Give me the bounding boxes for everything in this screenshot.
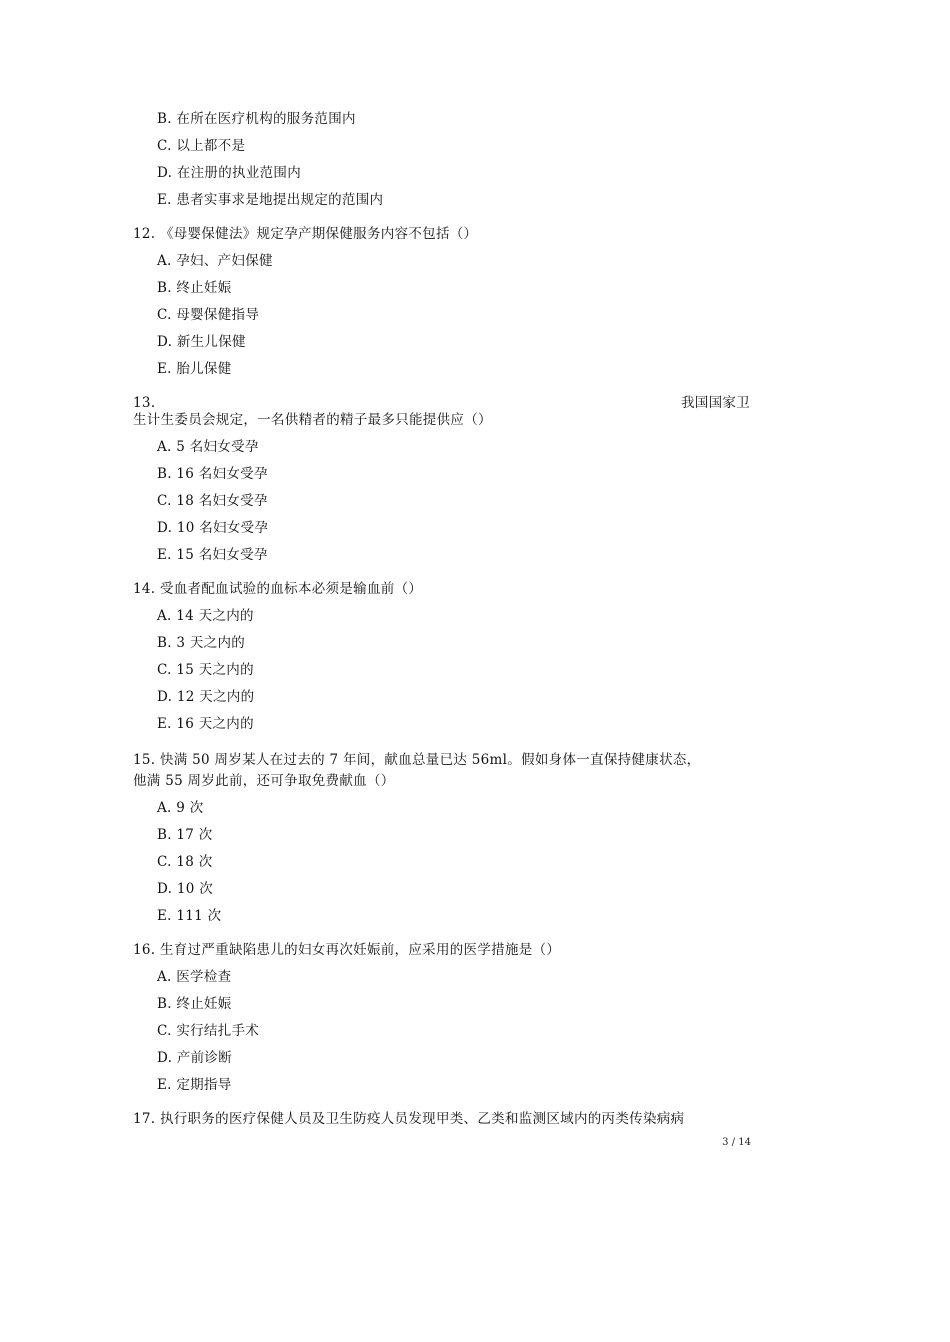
q12-stem: 12. 《母婴保健法》规定孕产期保健服务内容不包括（） [133, 226, 478, 242]
q11-option-c: C. 以上都不是 [157, 138, 246, 154]
q15-option-a: A. 9 次 [157, 800, 204, 816]
q17-stem: 17. 执行职务的医疗保健人员及卫生防疫人员发现甲类、乙类和监测区域内的丙类传染病病 [133, 1111, 685, 1127]
q15-stem-line1: 15. 快满 50 周岁某人在过去的 7 年间，献血总量已达 56ml。假如身体一直保持健康状态， [133, 752, 701, 768]
q12-option-b: B. 终止妊娠 [157, 280, 232, 296]
q13-stem-line2: 生计生委员会规定，一名供精者的精子最多只能提供应（） [133, 412, 492, 428]
q15-stem-line2: 他满 55 周岁此前，还可争取免费献血（） [133, 773, 395, 789]
q16-option-b: B. 终止妊娠 [157, 996, 232, 1012]
q13-number: 13. [133, 395, 156, 411]
q15-option-b: B. 17 次 [157, 827, 213, 843]
page-number: 3 / 14 [722, 1137, 751, 1148]
q13-stem-right: 我国国家卫 [681, 395, 750, 411]
q12-option-e: E. 胎儿保健 [157, 361, 232, 377]
q13-option-b: B. 16 名妇女受孕 [157, 466, 268, 482]
q14-option-e: E. 16 天之内的 [157, 716, 254, 732]
q11-option-d: D. 在注册的执业范围内 [157, 165, 302, 181]
q14-stem: 14. 受血者配血试验的血标本必须是输血前（） [133, 581, 423, 597]
q15-option-d: D. 10 次 [157, 881, 213, 897]
q16-option-c: C. 实行结扎手术 [157, 1023, 260, 1039]
q14-option-a: A. 14 天之内的 [157, 608, 254, 624]
q14-option-b: B. 3 天之内的 [157, 635, 246, 651]
q11-option-b: B. 在所在医疗机构的服务范围内 [157, 111, 356, 127]
q11-option-e: E. 患者实事求是地提出规定的范围内 [157, 192, 384, 208]
q16-option-a: A. 医学检查 [157, 969, 232, 985]
q14-option-c: C. 15 天之内的 [157, 662, 254, 678]
q15-option-c: C. 18 次 [157, 854, 213, 870]
q16-option-e: E. 定期指导 [157, 1077, 232, 1093]
q12-option-d: D. 新生儿保健 [157, 334, 246, 350]
q13-option-a: A. 5 名妇女受孕 [157, 439, 259, 455]
q13-option-e: E. 15 名妇女受孕 [157, 547, 268, 563]
q14-option-d: D. 12 天之内的 [157, 689, 255, 705]
q12-option-a: A. 孕妇、产妇保健 [157, 253, 273, 269]
q15-option-e: E. 111 次 [157, 908, 222, 924]
q16-stem: 16. 生育过严重缺陷患儿的妇女再次妊娠前，应采用的医学措施是（） [133, 942, 561, 958]
q16-option-d: D. 产前诊断 [157, 1050, 233, 1066]
q13-option-c: C. 18 名妇女受孕 [157, 493, 268, 509]
q13-option-d: D. 10 名妇女受孕 [157, 520, 269, 536]
q12-option-c: C. 母婴保健指导 [157, 307, 260, 323]
